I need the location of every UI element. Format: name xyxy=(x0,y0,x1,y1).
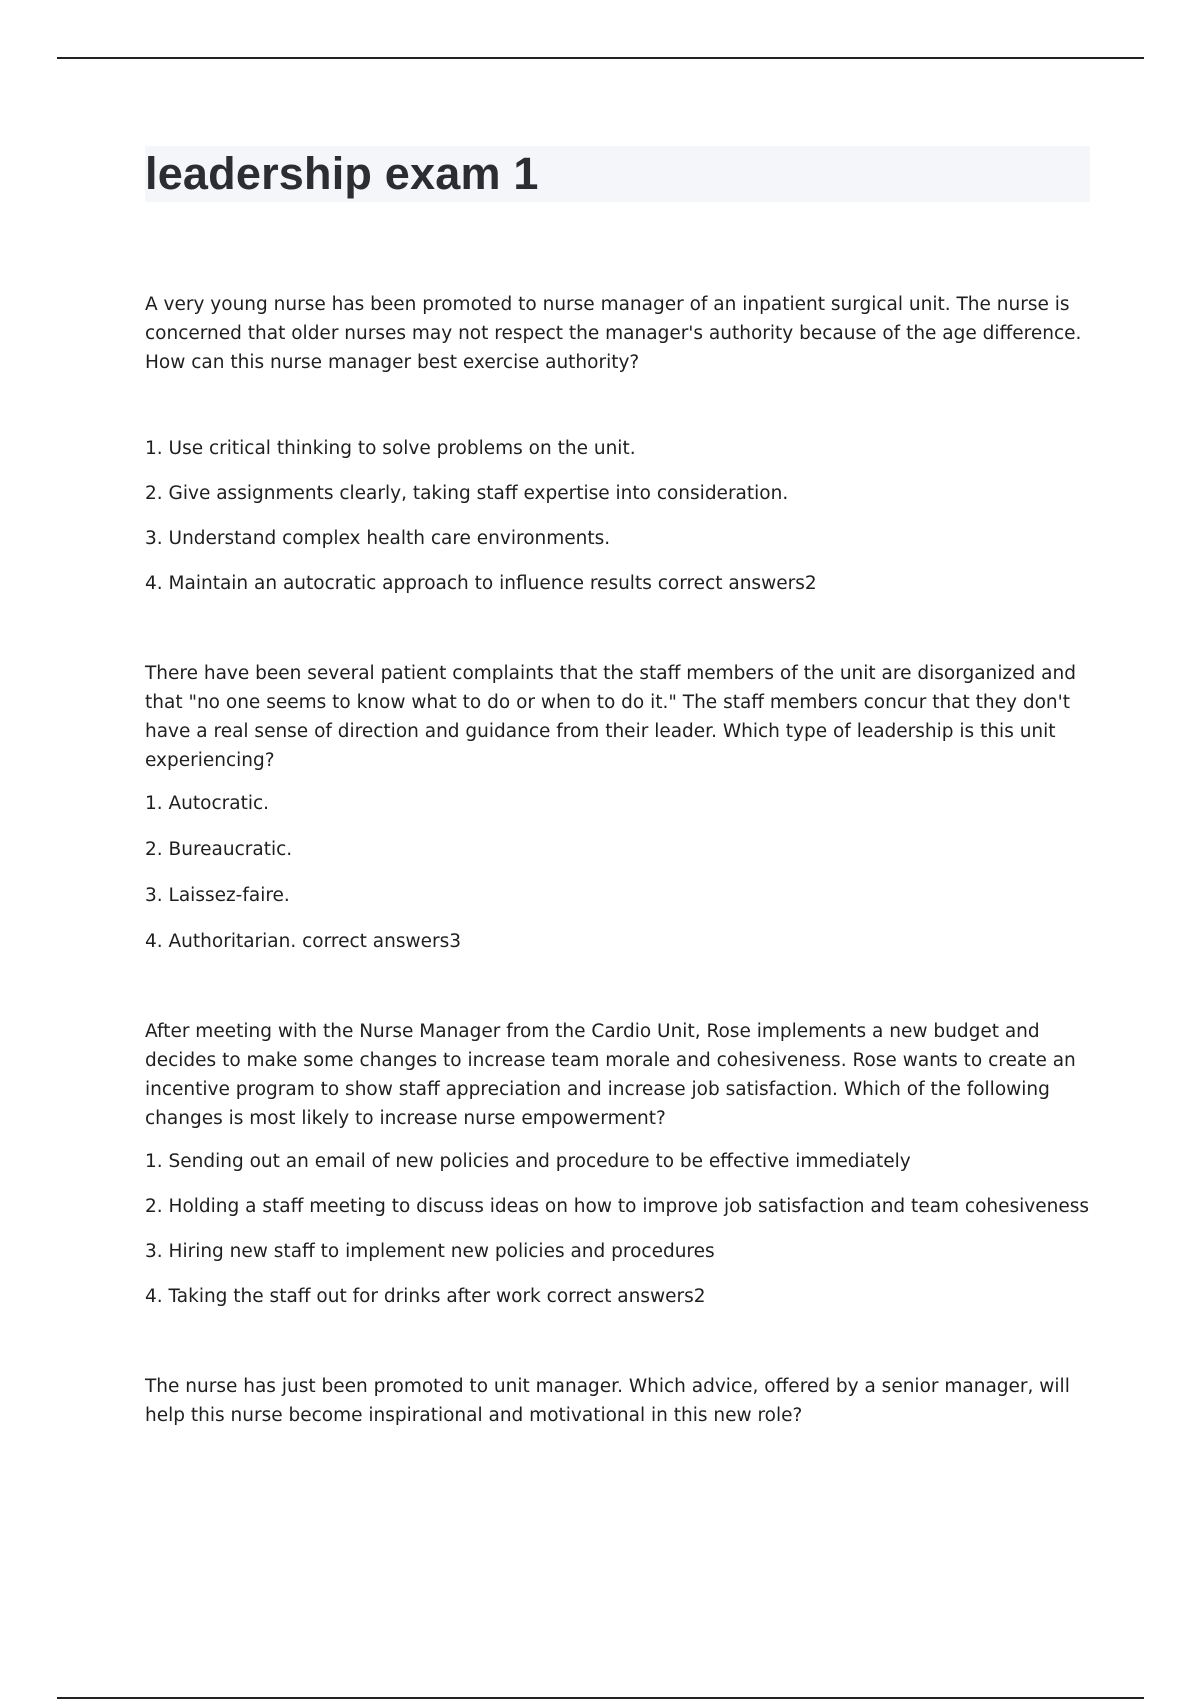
bottom-divider xyxy=(57,1697,1144,1699)
page-title: leadership exam 1 xyxy=(145,148,539,199)
answer-option: 2. Holding a staff meeting to discuss ideas on how to improve job satisfaction and team cohesiveness xyxy=(145,1196,1090,1217)
question-text: After meeting with the Nurse Manager from the Cardio Unit, Rose implements a new budget and decides to make some changes to increase team morale and cohesiveness. Rose wants to create an incentive program to show staff appreciation and increase job satisfaction. Which of the following changes is most likely to increase nurse empowerment? xyxy=(145,1021,1076,1129)
answer-option: 3. Understand complex health care environments. xyxy=(145,528,611,549)
answer-option: 1. Sending out an email of new policies and procedure to be effective immediately xyxy=(145,1151,911,1172)
answer-option: 1. Use critical thinking to solve problems on the unit. xyxy=(145,438,636,459)
question-block-1 xyxy=(145,290,1095,598)
answer-list xyxy=(145,1147,1095,1311)
question-block-3 xyxy=(145,1017,1095,1311)
question-list xyxy=(145,290,1095,1430)
answer-option: 4. Taking the staff out for drinks after work correct answers2 xyxy=(145,1286,706,1307)
answer-option: 3. Laissez-faire. xyxy=(145,885,290,906)
answer-option: 1. Autocratic. xyxy=(145,793,270,814)
answer-option: 2. Bureaucratic. xyxy=(145,839,293,860)
answer-option: 4. Authoritarian. correct answers3 xyxy=(145,931,461,952)
question-block-4 xyxy=(145,1372,1095,1430)
top-divider xyxy=(57,57,1144,59)
question-text: There have been several patient complaints that the staff members of the unit are disorganized and that "no one seems to know what to do or when to do it." The staff members concur that they don't have a real sense of direction and guidance from their leader. Which type of leadership is this unit experiencing? xyxy=(145,663,1076,771)
title-banner xyxy=(145,146,1090,202)
answer-list xyxy=(145,789,1095,956)
answer-list xyxy=(145,434,1095,598)
question-text: A very young nurse has been promoted to nurse manager of an inpatient surgical unit. The nurse is concerned that older nurses may not respect the manager's authority because of the age difference. How can this nurse manager best exercise authority? xyxy=(145,294,1082,373)
answer-option: 4. Maintain an autocratic approach to influence results correct answers2 xyxy=(145,573,817,594)
question-text: The nurse has just been promoted to unit manager. Which advice, offered by a senior manager, will help this nurse become inspirational and motivational in this new role? xyxy=(145,1376,1070,1426)
answer-option: 2. Give assignments clearly, taking staff expertise into consideration. xyxy=(145,483,789,504)
answer-option: 3. Hiring new staff to implement new policies and procedures xyxy=(145,1241,715,1262)
question-block-2 xyxy=(145,659,1095,956)
